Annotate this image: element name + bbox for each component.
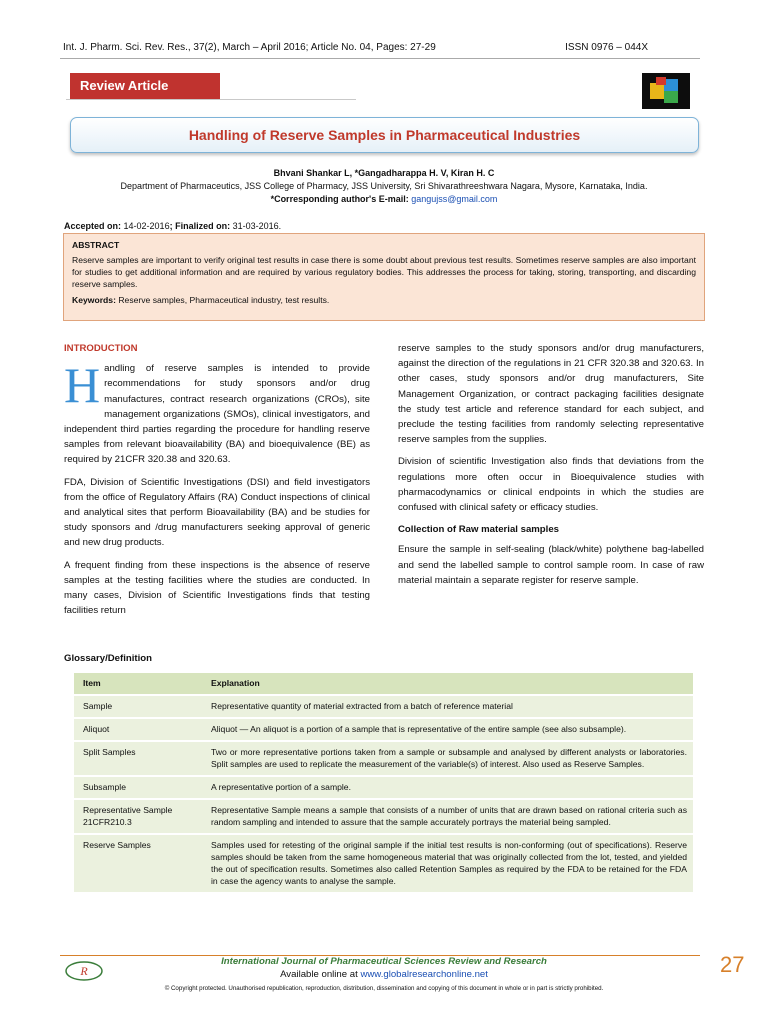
abstract-text: Reserve samples are important to verify original test results in case there is some doubt about previous test results. Sometimes reserve samples are also important for studies to get additional information and are required by various regulatory bodies. This addresses the process for taking, storing, transporting, and discarding reserve samples. bbox=[72, 255, 696, 289]
accepted-date: 14-02-2016 bbox=[123, 221, 170, 231]
right-paragraph-2: Division of scientific Investigation also finds that deviations from the regulations more often occur in Bioequivalence studies with pharmacodynamics or clinical endpoints in which the studies are confused with clinical safety or efficacy studies. bbox=[398, 456, 704, 514]
header-citation: Int. J. Pharm. Sci. Rev. Res., 37(2), March – April 2016; Article No. 04, Pages: 27-29 bbox=[63, 42, 436, 53]
footer-journal-name: International Journal of Pharmaceutical Sciences Review and Research bbox=[221, 956, 547, 967]
glossary-header-explanation: Explanation bbox=[202, 673, 693, 695]
journal-website-link[interactable]: www.globalresearchonline.net bbox=[360, 969, 488, 980]
authors: Bhvani Shankar L, *Gangadharappa H. V, Kiran H. C bbox=[273, 168, 495, 178]
glossary-explanation: Representative quantity of material extracted from a batch of reference material bbox=[202, 695, 693, 718]
running-header bbox=[63, 42, 648, 53]
journal-logo-icon bbox=[642, 73, 690, 109]
intro-paragraph-3: A frequent finding from these inspections is the absence of reserve samples at the testing facilities where the studies are conducted. In many cases, Division of Scientific Investigations finds that testing facilities return bbox=[64, 559, 370, 617]
article-type-badge: Review Article bbox=[70, 73, 220, 99]
footer-available-label: Available online at bbox=[280, 969, 358, 980]
abstract-box bbox=[63, 233, 705, 321]
badge-underline bbox=[66, 99, 356, 100]
right-column bbox=[398, 341, 704, 595]
table-row bbox=[74, 776, 693, 799]
glossary-item: Aliquot bbox=[74, 718, 202, 741]
author-email-link[interactable]: gangujss@gmail.com bbox=[411, 194, 498, 204]
corresponding-label: *Corresponding author's E-mail: bbox=[270, 194, 409, 204]
right-paragraph-3: Ensure the sample in self-sealing (black/white) polythene bag-labelled and send the labelled sample to control sample room. In case of raw material maintain a separate register for reserve sample. bbox=[398, 544, 704, 586]
table-row bbox=[74, 834, 693, 893]
keywords bbox=[72, 294, 696, 306]
header-issn: ISSN 0976 – 044X bbox=[565, 42, 648, 53]
table-row bbox=[74, 799, 693, 834]
intro-paragraph-2: FDA, Division of Scientific Investigations (DSI) and field investigators from the office of Regulatory Affairs (RA) Conduct inspections of clinical and analytical sites that perform Bioavailability (BA) and be studies for study sponsors and /drug manufacturers seeking approval of generic and new drug products. bbox=[64, 476, 370, 549]
finalized-label: ; Finalized on: bbox=[169, 221, 231, 231]
corresponding-author bbox=[0, 194, 768, 204]
glossary-header-row bbox=[74, 673, 693, 695]
table-row bbox=[74, 741, 693, 776]
header-divider bbox=[60, 58, 700, 59]
table-row bbox=[74, 695, 693, 718]
raw-material-heading: Collection of Raw material samples bbox=[398, 524, 560, 536]
left-column bbox=[64, 341, 370, 625]
drop-cap: H bbox=[64, 357, 101, 414]
glossary-table bbox=[74, 673, 693, 894]
glossary-item: Sample bbox=[74, 695, 202, 718]
intro-paragraph-1-text: andling of reserve samples is intended to provide recommendations for study sponsors and/or drug manufactures, contract research organizations (CROs), site management organizations (SMOs), clinical investigators, and independent third parties regarding the procedure for handling reserve samples from relevant bioavailability (BA) and bioequivalence (BE) as required by 21CFR 320.38 and 320.63. bbox=[64, 363, 370, 466]
finalized-date: 31-03-2016. bbox=[232, 221, 282, 231]
keywords-text: Reserve samples, Pharmaceutical industry, test results. bbox=[118, 295, 330, 305]
glossary-item: Representative Sample 21CFR210.3 bbox=[74, 799, 202, 834]
glossary-explanation: Samples used for retesting of the original sample if the initial test results is non-conforming (out of specifications). Reserve samples should be taken from the same homogeneous material that was originally collected from the lot, tested, and yielded the out of specification results. Sometimes also called Retention Samples as required by the FDA to be retained for the FDA in case the agency wants to analyse the sample. bbox=[202, 834, 693, 893]
glossary-item: Split Samples bbox=[74, 741, 202, 776]
right-paragraph-1: reserve samples to the study sponsors and/or drug manufacturers, against the direction of the regulations in 21 CFR 320.38 and 320.63. In other cases, study sponsors and/or drug manufacturers, Site Management Organization, or contract packaging facilities designate the study test article and reference standard for each subject, and preclude the testing facilities from randomly selecting representative reserve samples from the supplies. bbox=[398, 343, 704, 446]
glossary-item: Reserve Samples bbox=[74, 834, 202, 893]
glossary-explanation: Aliquot — An aliquot is a portion of a sample that is representative of the entire sample (see also subsample). bbox=[202, 718, 693, 741]
glossary-item: Subsample bbox=[74, 776, 202, 799]
article-title: Handling of Reserve Samples in Pharmaceutical Industries bbox=[70, 117, 699, 153]
glossary-title: Glossary/Definition bbox=[64, 653, 152, 664]
article-dates bbox=[64, 221, 281, 231]
affiliation: Department of Pharmaceutics, JSS College of Pharmacy, JSS University, Sri Shivarathreeshwara Nagara, Mysore, Karnataka, India. bbox=[120, 181, 648, 191]
footer-availability bbox=[0, 969, 768, 980]
keywords-label: Keywords: bbox=[72, 295, 116, 305]
introduction-heading: INTRODUCTION bbox=[64, 343, 138, 354]
table-row bbox=[74, 718, 693, 741]
page-number: 27 bbox=[720, 952, 745, 977]
glossary-explanation: Two or more representative portions taken from a sample or subsample and analysed by different analysts or laboratories. Split samples are used to replicate the measurement of the variable(s) of interest. Also used as Reserve Samples. bbox=[202, 741, 693, 776]
intro-paragraph-1 bbox=[64, 357, 370, 467]
glossary-explanation: A representative portion of a sample. bbox=[202, 776, 693, 799]
glossary-explanation: Representative Sample means a sample that consists of a number of units that are drawn based on rational criteria such as random sampling and intended to assure that the sample accurately portrays the material being sampled. bbox=[202, 799, 693, 834]
abstract-title: ABSTRACT bbox=[72, 240, 120, 250]
accepted-label: Accepted on: bbox=[64, 221, 122, 231]
footer-copyright: © Copyright protected. Unauthorised republication, reproduction, distribution, dissemination and copying of this document in whole or in part is strictly prohibited. bbox=[164, 985, 604, 992]
glossary-header-item: Item bbox=[74, 673, 202, 695]
svg-text:R: R bbox=[80, 964, 88, 978]
